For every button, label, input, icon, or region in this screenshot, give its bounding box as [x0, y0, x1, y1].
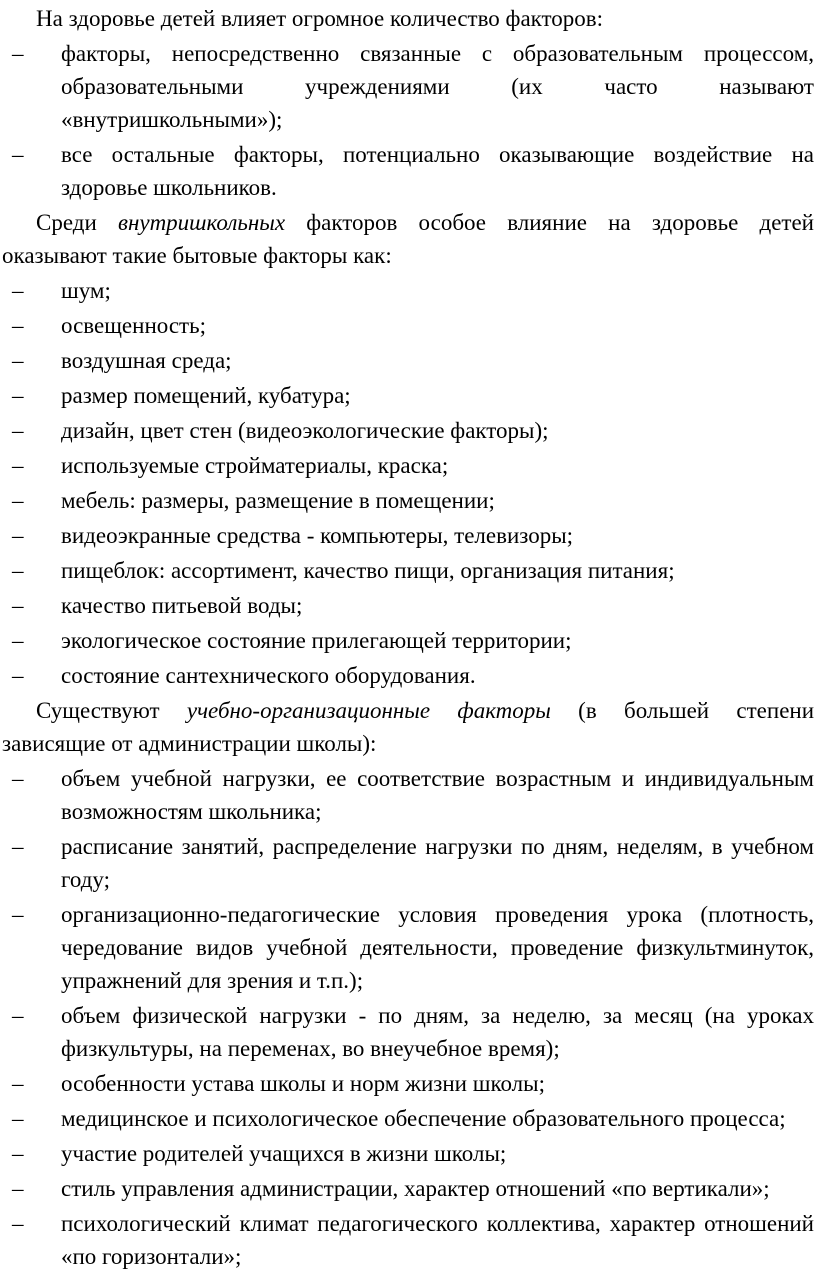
household-text-before: Среди: [36, 210, 97, 235]
list-item-text: мебель: размеры, размещение в помещении;: [61, 488, 495, 513]
dash-bullet: –: [12, 383, 24, 408]
list-item: [2, 344, 814, 377]
list-item-text: все остальные факторы, потенциально оказывающие воздействие на здоровье школьников.: [61, 142, 814, 200]
dash-bullet: –: [12, 628, 24, 653]
list-item: [2, 999, 814, 1065]
dash-bullet: –: [12, 41, 24, 66]
list-item-text: воздушная среда;: [61, 348, 232, 373]
list-item: [2, 589, 814, 622]
list-item: [2, 898, 814, 997]
household-factors-list: [2, 274, 814, 692]
list-item-text: медицинское и психологическое обеспечение образовательного процесса;: [61, 1106, 786, 1131]
list-item-text: видеоэкранные средства - компьютеры, телевизоры;: [61, 523, 574, 548]
dash-bullet: –: [12, 523, 24, 548]
list-item: [2, 449, 814, 482]
dash-bullet: –: [12, 1003, 24, 1028]
dash-bullet: –: [12, 663, 24, 688]
intro-list: [2, 37, 814, 204]
list-item-text: особенности устава школы и норм жизни школы;: [61, 1071, 545, 1096]
dash-bullet: –: [12, 1141, 24, 1166]
dash-bullet: –: [12, 593, 24, 618]
list-item: [2, 1207, 814, 1273]
educational-text-after: (в большей степени зависящие от администрации школы):: [2, 698, 815, 756]
list-item: [2, 274, 814, 307]
list-item-text: шум;: [61, 278, 111, 303]
intro-paragraph: На здоровье детей влияет огромное количество факторов:: [36, 6, 604, 31]
list-item: [2, 309, 814, 342]
list-item-text: освещенность;: [61, 313, 206, 338]
dash-bullet: –: [12, 488, 24, 513]
dash-bullet: –: [12, 348, 24, 373]
list-item: [2, 554, 814, 587]
dash-bullet: –: [12, 142, 24, 167]
list-item: [2, 1102, 814, 1135]
list-item: [2, 1067, 814, 1100]
list-item: [2, 830, 814, 896]
educational-emphasis: учебно-организационные факторы: [186, 698, 551, 723]
list-item-text: организационно-педагогические условия проведения урока (плотность, чередование видов учебной деятельности, проведение физкультминуток, упражнений для зрения и т.п.);: [61, 902, 814, 993]
list-item: [2, 379, 814, 412]
dash-bullet: –: [12, 278, 24, 303]
list-item-text: качество питьевой воды;: [61, 593, 303, 618]
list-item-text: состояние сантехнического оборудования.: [61, 663, 476, 688]
dash-bullet: –: [12, 1106, 24, 1131]
list-item: [2, 762, 814, 828]
household-text-after: факторов особое влияние на здоровье детей оказывают такие бытовые факторы как:: [2, 210, 814, 268]
dash-bullet: –: [12, 453, 24, 478]
dash-bullet: –: [12, 1211, 24, 1236]
list-item: [2, 138, 814, 204]
list-item-text: экологическое состояние прилегающей территории;: [61, 628, 572, 653]
list-item: [2, 37, 814, 136]
educational-paragraph: [2, 694, 814, 760]
list-item-text: психологический климат педагогического коллектива, характер отношений «по горизонтали»;: [61, 1211, 814, 1269]
dash-bullet: –: [12, 418, 24, 443]
list-item: [2, 1137, 814, 1170]
dash-bullet: –: [12, 558, 24, 583]
dash-bullet: –: [12, 1176, 24, 1201]
list-item: [2, 484, 814, 517]
educational-text-before: Существуют: [36, 698, 160, 723]
list-item: [2, 1172, 814, 1205]
list-item-text: факторы, непосредственно связанные с образовательным процессом, образовательными учреждениями (их часто называют «внутришкольными»);: [61, 41, 814, 132]
dash-bullet: –: [12, 1071, 24, 1096]
list-item: [2, 624, 814, 657]
dash-bullet: –: [12, 766, 24, 791]
list-item-text: расписание занятий, распределение нагрузки по дням, неделям, в учебном году;: [61, 834, 814, 892]
list-item-text: участие родителей учащихся в жизни школы;: [61, 1141, 507, 1166]
dash-bullet: –: [12, 313, 24, 338]
household-emphasis: внутришкольных: [117, 210, 286, 235]
list-item-text: дизайн, цвет стен (видеоэкологические факторы);: [61, 418, 549, 443]
list-item-text: размер помещений, кубатура;: [61, 383, 351, 408]
list-item: [2, 659, 814, 692]
list-item-text: объем физической нагрузки - по дням, за неделю, за месяц (на уроках физкультуры, на переменах, во внеучебное время);: [61, 1003, 814, 1061]
educational-factors-list: [2, 762, 814, 1273]
list-item-text: используемые стройматериалы, краска;: [61, 453, 449, 478]
list-item: [2, 519, 814, 552]
list-item: [2, 414, 814, 447]
dash-bullet: –: [12, 834, 24, 859]
list-item-text: объем учебной нагрузки, ее соответствие возрастным и индивидуальным возможностям школьника;: [61, 766, 814, 824]
list-item-text: пищеблок: ассортимент, качество пищи, организация питания;: [61, 558, 675, 583]
household-paragraph: [2, 206, 814, 272]
dash-bullet: –: [12, 902, 24, 927]
list-item-text: стиль управления администрации, характер отношений «по вертикали»;: [61, 1176, 770, 1201]
